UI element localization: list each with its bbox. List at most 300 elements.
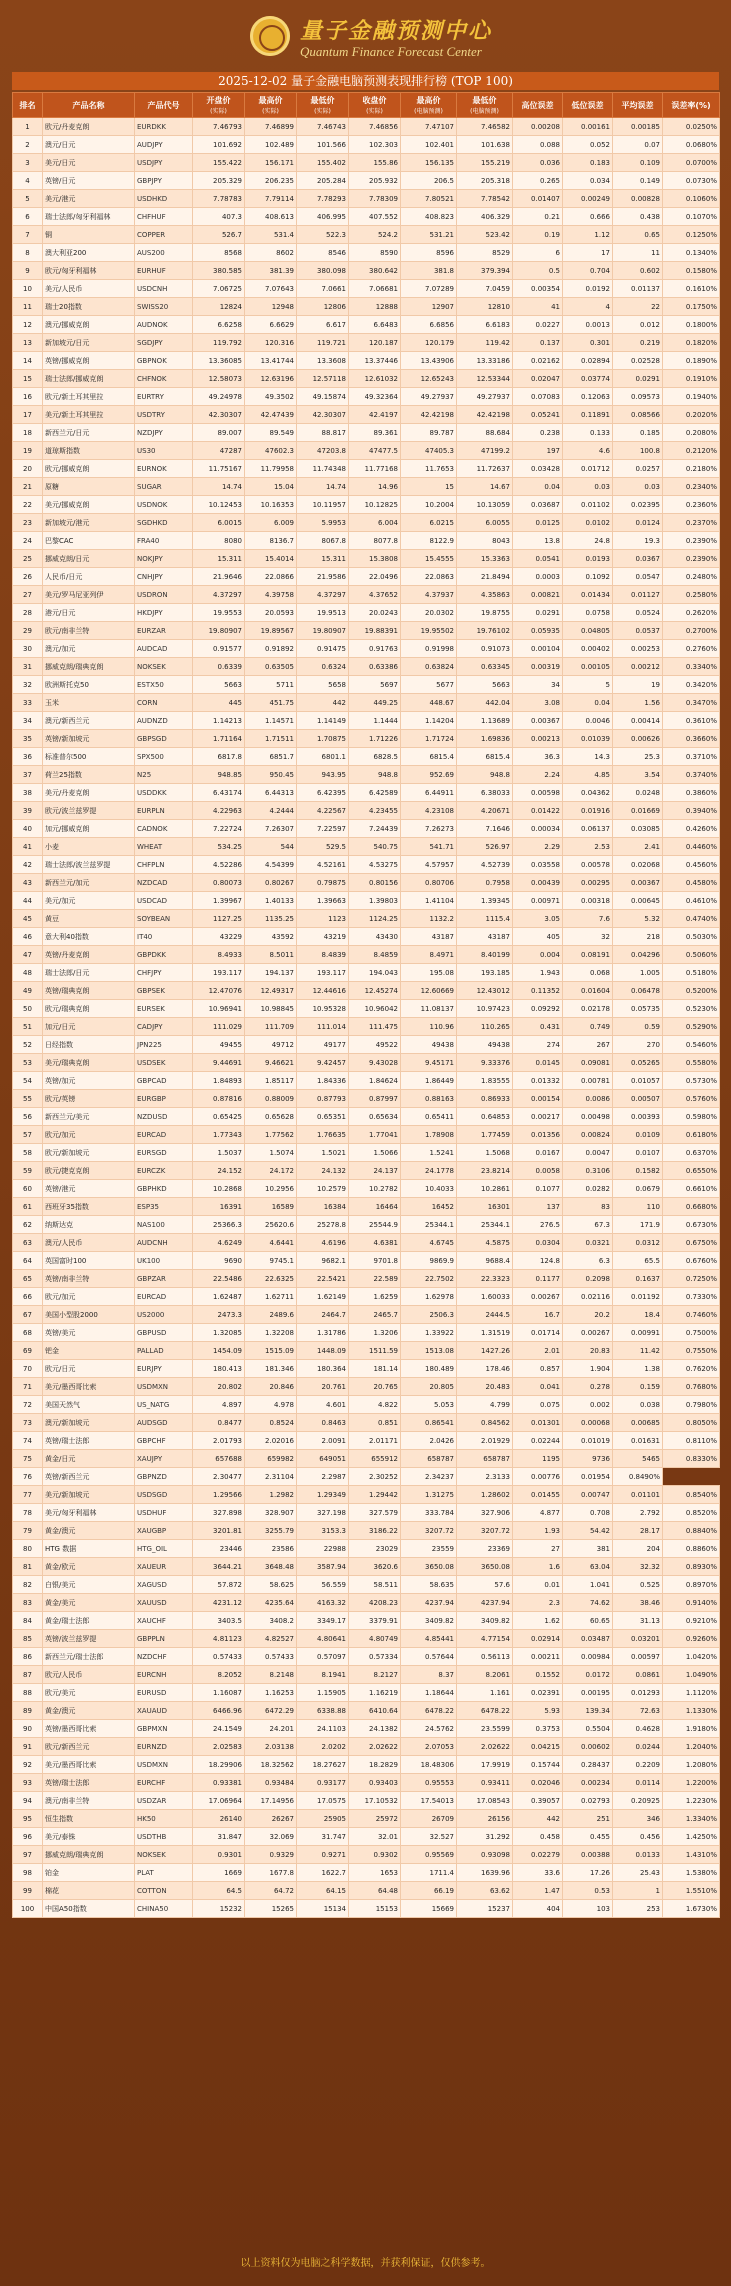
table-cell: 10.96941 bbox=[193, 1000, 245, 1018]
table-cell: 8.4971 bbox=[401, 946, 457, 964]
table-cell: 4237.94 bbox=[457, 1594, 513, 1612]
table-cell: 0.01127 bbox=[613, 586, 663, 604]
table-cell: 0.01434 bbox=[563, 586, 613, 604]
table-cell: 白银/美元 bbox=[43, 1576, 135, 1594]
table-row bbox=[13, 568, 720, 586]
table-cell: 英镑/港元 bbox=[43, 1180, 135, 1198]
table-cell: 0.1070% bbox=[663, 208, 720, 226]
table-cell: 0.05735 bbox=[613, 1000, 663, 1018]
table-cell: 黄金/澳元 bbox=[43, 1522, 135, 1540]
table-row bbox=[13, 1504, 720, 1522]
table-cell: 8602 bbox=[245, 244, 297, 262]
table-cell: 1127.25 bbox=[193, 910, 245, 928]
table-cell: 81 bbox=[13, 1558, 43, 1576]
table-cell: 97 bbox=[13, 1846, 43, 1864]
table-cell: 1454.09 bbox=[193, 1342, 245, 1360]
table-cell: 6.004 bbox=[349, 514, 401, 532]
table-cell: 澳元/新加坡元 bbox=[43, 1414, 135, 1432]
table-cell: 黄金/瑞士法郎 bbox=[43, 1612, 135, 1630]
table-cell: 64.15 bbox=[297, 1882, 349, 1900]
table-cell: 19.89567 bbox=[245, 622, 297, 640]
table-cell: 2.3 bbox=[513, 1594, 563, 1612]
table-cell: 1.3206 bbox=[349, 1324, 401, 1342]
table-cell: 欧元/日元 bbox=[43, 1360, 135, 1378]
table-cell: 0.7460% bbox=[663, 1306, 720, 1324]
table-cell: 31.292 bbox=[457, 1828, 513, 1846]
table-cell: 10.2004 bbox=[401, 496, 457, 514]
table-cell: 挪威克朗/瑞典克朗 bbox=[43, 1846, 135, 1864]
table-cell: 6.0215 bbox=[401, 514, 457, 532]
table-row bbox=[13, 712, 720, 730]
table-row bbox=[13, 334, 720, 352]
table-cell: 0.5290% bbox=[663, 1018, 720, 1036]
table-cell: CORN bbox=[135, 694, 193, 712]
table-cell: 0.3106 bbox=[563, 1162, 613, 1180]
table-cell: 0.185 bbox=[613, 424, 663, 442]
table-cell: 1.85117 bbox=[245, 1072, 297, 1090]
column-header-label: 最低价 bbox=[310, 96, 335, 105]
table-cell: 0.91475 bbox=[297, 640, 349, 658]
table-cell: 11 bbox=[13, 298, 43, 316]
table-cell: 523.42 bbox=[457, 226, 513, 244]
table-cell: 0.7550% bbox=[663, 1342, 720, 1360]
column-header bbox=[43, 93, 135, 118]
table-row bbox=[13, 910, 720, 928]
table-row bbox=[13, 1666, 720, 1684]
table-cell: 526.7 bbox=[193, 226, 245, 244]
table-cell: 0.57334 bbox=[349, 1648, 401, 1666]
table-cell: 0.666 bbox=[563, 208, 613, 226]
table-cell: 4.53275 bbox=[349, 856, 401, 874]
table-cell: 943.95 bbox=[297, 766, 349, 784]
table-cell: 92 bbox=[13, 1756, 43, 1774]
table-cell: 1.13689 bbox=[457, 712, 513, 730]
table-cell: 1511.59 bbox=[349, 1342, 401, 1360]
table-row bbox=[13, 208, 720, 226]
table-cell: 10.12453 bbox=[193, 496, 245, 514]
table-cell: 0.2209 bbox=[613, 1756, 663, 1774]
table-cell: 0.2390% bbox=[663, 532, 720, 550]
table-row bbox=[13, 964, 720, 982]
table-cell: 49712 bbox=[245, 1036, 297, 1054]
table-cell: 42.42198 bbox=[401, 406, 457, 424]
table-cell: 0.00828 bbox=[613, 190, 663, 208]
table-cell: 0.00439 bbox=[513, 874, 563, 892]
table-cell: 0.86541 bbox=[401, 1414, 457, 1432]
table-cell: 381.8 bbox=[401, 262, 457, 280]
table-cell: 1677.8 bbox=[245, 1864, 297, 1882]
table-row bbox=[13, 316, 720, 334]
table-cell: 0.11891 bbox=[563, 406, 613, 424]
table-cell: 8590 bbox=[349, 244, 401, 262]
table-cell: 6478.22 bbox=[457, 1702, 513, 1720]
table-cell: 2506.3 bbox=[401, 1306, 457, 1324]
table-cell: 0.91998 bbox=[401, 640, 457, 658]
table-cell: 11 bbox=[613, 244, 663, 262]
table-cell: 黄豆 bbox=[43, 910, 135, 928]
table-cell: 20 bbox=[13, 460, 43, 478]
table-cell: 8568 bbox=[193, 244, 245, 262]
table-cell: 119.42 bbox=[457, 334, 513, 352]
table-row bbox=[13, 1828, 720, 1846]
table-cell: 0.438 bbox=[613, 208, 663, 226]
table-cell: 8077.8 bbox=[349, 532, 401, 550]
table-cell: 2.24 bbox=[513, 766, 563, 784]
table-cell: 道琼斯指数 bbox=[43, 442, 135, 460]
table-cell: 0.0367 bbox=[613, 550, 663, 568]
table-cell: 6817.8 bbox=[193, 748, 245, 766]
table-cell: 15.3363 bbox=[457, 550, 513, 568]
table-cell: 0.4460% bbox=[663, 838, 720, 856]
column-header bbox=[401, 93, 457, 118]
table-cell: 0.04296 bbox=[613, 946, 663, 964]
table-cell: 948.85 bbox=[193, 766, 245, 784]
table-cell: 47203.8 bbox=[297, 442, 349, 460]
table-cell: 380.642 bbox=[349, 262, 401, 280]
table-cell: 62 bbox=[13, 1216, 43, 1234]
table-cell: 1.38 bbox=[613, 1360, 663, 1378]
table-cell: 32.01 bbox=[349, 1828, 401, 1846]
table-cell: 49438 bbox=[401, 1036, 457, 1054]
table-cell: 0.8463 bbox=[297, 1414, 349, 1432]
table-cell: 0.87793 bbox=[297, 1090, 349, 1108]
table-cell: 0.1637 bbox=[613, 1270, 663, 1288]
table-cell: 10.2868 bbox=[193, 1180, 245, 1198]
table-cell: 0.00393 bbox=[613, 1108, 663, 1126]
table-cell: 442 bbox=[297, 694, 349, 712]
table-cell: 2489.6 bbox=[245, 1306, 297, 1324]
table-cell: 1.29566 bbox=[193, 1486, 245, 1504]
table-cell: 0.02793 bbox=[563, 1792, 613, 1810]
table-row bbox=[13, 280, 720, 298]
table-cell: 1.5074 bbox=[245, 1144, 297, 1162]
table-cell: 0.95569 bbox=[401, 1846, 457, 1864]
table-cell: 英镑/新西兰元 bbox=[43, 1468, 135, 1486]
table-cell: 0.3860% bbox=[663, 784, 720, 802]
table-cell: 6 bbox=[13, 208, 43, 226]
table-row bbox=[13, 1378, 720, 1396]
table-cell: 15669 bbox=[401, 1900, 457, 1918]
table-cell: USDHUF bbox=[135, 1504, 193, 1522]
table-cell: 0.2098 bbox=[563, 1270, 613, 1288]
table-cell: 10 bbox=[13, 280, 43, 298]
table-cell: 0.458 bbox=[513, 1828, 563, 1846]
table-cell: 小麦 bbox=[43, 838, 135, 856]
table-cell: 0.01712 bbox=[563, 460, 613, 478]
table-cell: 0.01019 bbox=[563, 1432, 613, 1450]
table-row bbox=[13, 1360, 720, 1378]
table-cell: 1711.4 bbox=[401, 1864, 457, 1882]
table-cell: 85 bbox=[13, 1630, 43, 1648]
table-cell: 1.5068 bbox=[457, 1144, 513, 1162]
table-cell: 0.278 bbox=[563, 1378, 613, 1396]
table-cell: 9736 bbox=[563, 1450, 613, 1468]
table-cell: 5711 bbox=[245, 676, 297, 694]
table-cell: 0.8970% bbox=[663, 1576, 720, 1594]
table-cell: 0.0541 bbox=[513, 550, 563, 568]
table-cell: 21.8494 bbox=[457, 568, 513, 586]
table-cell: 155.219 bbox=[457, 154, 513, 172]
column-header-label: 误差率(%) bbox=[671, 100, 711, 110]
table-cell: 0.2020% bbox=[663, 406, 720, 424]
table-cell: 0.01101 bbox=[613, 1486, 663, 1504]
table-cell: 1132.2 bbox=[401, 910, 457, 928]
table-cell: 31 bbox=[13, 658, 43, 676]
table-cell: COTTON bbox=[135, 1882, 193, 1900]
table-cell: 24.1549 bbox=[193, 1720, 245, 1738]
table-cell: 0.857 bbox=[513, 1360, 563, 1378]
table-cell: N25 bbox=[135, 766, 193, 784]
table-cell: 0.01604 bbox=[563, 982, 613, 1000]
table-cell: 4.37297 bbox=[193, 586, 245, 604]
table-cell: 0.00354 bbox=[513, 280, 563, 298]
column-header-label: 产品名称 bbox=[72, 100, 105, 110]
table-cell: 0.00195 bbox=[563, 1684, 613, 1702]
table-cell: 1.2040% bbox=[663, 1738, 720, 1756]
table-cell: 15 bbox=[401, 478, 457, 496]
table-cell: 12.61032 bbox=[349, 370, 401, 388]
column-header-label: 最低价 bbox=[472, 96, 497, 105]
table-cell: 欧元/加元 bbox=[43, 1288, 135, 1306]
table-cell: 0.0304 bbox=[513, 1234, 563, 1252]
table-cell: 10.4033 bbox=[401, 1180, 457, 1198]
table-cell: 6466.96 bbox=[193, 1702, 245, 1720]
table-cell: 63.04 bbox=[563, 1558, 613, 1576]
column-header-sub: (电脑预测) bbox=[470, 108, 499, 115]
table-cell: 0.5180% bbox=[663, 964, 720, 982]
table-cell: 1.3340% bbox=[663, 1810, 720, 1828]
table-cell: 0.00781 bbox=[563, 1072, 613, 1090]
table-cell: 7.1646 bbox=[457, 820, 513, 838]
table-row bbox=[13, 1540, 720, 1558]
table-row bbox=[13, 1198, 720, 1216]
table-cell: USDJPY bbox=[135, 154, 193, 172]
table-cell: 7.80521 bbox=[401, 190, 457, 208]
table-cell: 0.5 bbox=[513, 262, 563, 280]
table-cell: 0.57433 bbox=[193, 1648, 245, 1666]
table-cell: 美元/泰铢 bbox=[43, 1828, 135, 1846]
table-cell: 16589 bbox=[245, 1198, 297, 1216]
table-cell: 0.4580% bbox=[663, 874, 720, 892]
table-row bbox=[13, 1648, 720, 1666]
table-cell: 4.37937 bbox=[401, 586, 457, 604]
table-cell: 0.00249 bbox=[563, 190, 613, 208]
table-cell: 31.13 bbox=[613, 1612, 663, 1630]
table-cell: 251 bbox=[563, 1810, 613, 1828]
table-cell: 3.08 bbox=[513, 694, 563, 712]
table-cell: 0.0133 bbox=[613, 1846, 663, 1864]
table-cell: USDZAR bbox=[135, 1792, 193, 1810]
table-cell: EURNZD bbox=[135, 1738, 193, 1756]
table-cell: 19.76102 bbox=[457, 622, 513, 640]
table-cell: EURNOK bbox=[135, 460, 193, 478]
table-cell: 英镑/日元 bbox=[43, 172, 135, 190]
table-cell: 0.00154 bbox=[513, 1090, 563, 1108]
table-row bbox=[13, 1342, 720, 1360]
table-cell: 1.943 bbox=[513, 964, 563, 982]
table-cell: 6 bbox=[513, 244, 563, 262]
table-cell: 加元/挪威克朗 bbox=[43, 820, 135, 838]
table-cell: 日经指数 bbox=[43, 1036, 135, 1054]
table-cell: 0.64853 bbox=[457, 1108, 513, 1126]
table-cell: 0.041 bbox=[513, 1378, 563, 1396]
table-cell: 381 bbox=[563, 1540, 613, 1558]
table-cell: 澳大利亚200 bbox=[43, 244, 135, 262]
table-cell: NOKJPY bbox=[135, 550, 193, 568]
table-cell: 2.02622 bbox=[349, 1738, 401, 1756]
table-row bbox=[13, 604, 720, 622]
table-row bbox=[13, 1288, 720, 1306]
table-cell: 11.75167 bbox=[193, 460, 245, 478]
table-cell: 1.32085 bbox=[193, 1324, 245, 1342]
table-cell: 22.0496 bbox=[349, 568, 401, 586]
table-cell: 0.1077 bbox=[513, 1180, 563, 1198]
table-cell: 20.761 bbox=[297, 1378, 349, 1396]
table-cell: 10.16353 bbox=[245, 496, 297, 514]
table-cell: 451.75 bbox=[245, 694, 297, 712]
table-cell: 47477.5 bbox=[349, 442, 401, 460]
table-cell: 1.6259 bbox=[349, 1288, 401, 1306]
table-cell: 原糖 bbox=[43, 478, 135, 496]
table-cell: 7.46793 bbox=[193, 118, 245, 136]
table-cell: 14.96 bbox=[349, 478, 401, 496]
table-cell: 31.747 bbox=[297, 1828, 349, 1846]
table-cell: 0.00821 bbox=[513, 586, 563, 604]
table-row bbox=[13, 694, 720, 712]
table-cell: 0.5980% bbox=[663, 1108, 720, 1126]
table-cell: 88 bbox=[13, 1684, 43, 1702]
table-cell: 24.201 bbox=[245, 1720, 297, 1738]
table-cell: 11.74348 bbox=[297, 460, 349, 478]
table-cell: 3207.72 bbox=[401, 1522, 457, 1540]
table-cell: 英镑/新加坡元 bbox=[43, 730, 135, 748]
table-cell: 0.7958 bbox=[457, 874, 513, 892]
table-cell: 13.8 bbox=[513, 532, 563, 550]
table-cell: 3.05 bbox=[513, 910, 563, 928]
table-cell: 4.5875 bbox=[457, 1234, 513, 1252]
table-cell: NZDCAD bbox=[135, 874, 193, 892]
table-cell: 1.84624 bbox=[349, 1072, 401, 1090]
table-cell: UK100 bbox=[135, 1252, 193, 1270]
table-cell: 10.96042 bbox=[349, 1000, 401, 1018]
table-cell: 0.00213 bbox=[513, 730, 563, 748]
table-cell: 0.5730% bbox=[663, 1072, 720, 1090]
table-cell: SWISS20 bbox=[135, 298, 193, 316]
table-row bbox=[13, 1180, 720, 1198]
table-cell: 18.32562 bbox=[245, 1756, 297, 1774]
table-cell: 1.71724 bbox=[401, 730, 457, 748]
table-cell: 15.3808 bbox=[349, 550, 401, 568]
table-cell: 0.0861 bbox=[613, 1666, 663, 1684]
table-cell: 0.03201 bbox=[613, 1630, 663, 1648]
table-cell: 0.1910% bbox=[663, 370, 720, 388]
table-cell: 49522 bbox=[349, 1036, 401, 1054]
table-cell: 1.16087 bbox=[193, 1684, 245, 1702]
table-cell: 新加坡元/日元 bbox=[43, 334, 135, 352]
table-cell: 407.3 bbox=[193, 208, 245, 226]
table-cell: 26156 bbox=[457, 1810, 513, 1828]
table-cell: 0.6324 bbox=[297, 658, 349, 676]
table-cell: 0.0700% bbox=[663, 154, 720, 172]
table-cell: 98 bbox=[13, 1864, 43, 1882]
table-cell: 205.284 bbox=[297, 172, 349, 190]
table-cell: 8043 bbox=[457, 532, 513, 550]
table-cell: 0.00185 bbox=[613, 118, 663, 136]
column-header-sub: (电脑预测) bbox=[414, 108, 443, 115]
table-cell: 0.00645 bbox=[613, 892, 663, 910]
table-row bbox=[13, 136, 720, 154]
table-cell: 22.0863 bbox=[401, 568, 457, 586]
table-cell: 20.0243 bbox=[349, 604, 401, 622]
table-cell: 649051 bbox=[297, 1450, 349, 1468]
table-cell: 0.00068 bbox=[563, 1414, 613, 1432]
table-cell: 0.53 bbox=[563, 1882, 613, 1900]
table-cell: 0.1250% bbox=[663, 226, 720, 244]
table-cell: ESTX50 bbox=[135, 676, 193, 694]
table-cell: HTG 数据 bbox=[43, 1540, 135, 1558]
table-cell: 0.02178 bbox=[563, 1000, 613, 1018]
table-cell: 8.2127 bbox=[349, 1666, 401, 1684]
table-row bbox=[13, 1810, 720, 1828]
table-cell: 4.22567 bbox=[297, 802, 349, 820]
table-cell: 9.42457 bbox=[297, 1054, 349, 1072]
table-cell: 7.06725 bbox=[193, 280, 245, 298]
table-cell: 0.7980% bbox=[663, 1396, 720, 1414]
table-cell: USDSEK bbox=[135, 1054, 193, 1072]
table-cell: 31.847 bbox=[193, 1828, 245, 1846]
table-cell: 0.00776 bbox=[513, 1468, 563, 1486]
table-cell: 24.5762 bbox=[401, 1720, 457, 1738]
table-cell: 7.0459 bbox=[457, 280, 513, 298]
table-cell: 448.67 bbox=[401, 694, 457, 712]
table-cell: 327.898 bbox=[193, 1504, 245, 1522]
table-cell: 2.01793 bbox=[193, 1432, 245, 1450]
table-cell: 8.40199 bbox=[457, 946, 513, 964]
table-cell: 0.133 bbox=[563, 424, 613, 442]
table-cell: 0.0109 bbox=[613, 1126, 663, 1144]
table-cell: 6828.5 bbox=[349, 748, 401, 766]
logo-icon bbox=[250, 16, 290, 56]
table-cell: 42.30307 bbox=[297, 406, 349, 424]
table-cell: 449.25 bbox=[349, 694, 401, 712]
table-cell: 7.46899 bbox=[245, 118, 297, 136]
table-cell: GBPCHF bbox=[135, 1432, 193, 1450]
table-cell: 43592 bbox=[245, 928, 297, 946]
table-cell: 23586 bbox=[245, 1540, 297, 1558]
table-cell: 15 bbox=[13, 370, 43, 388]
table-cell: 人民币/日元 bbox=[43, 568, 135, 586]
table-cell: 34 bbox=[513, 676, 563, 694]
table-cell: 22.5421 bbox=[297, 1270, 349, 1288]
table-cell: 23369 bbox=[457, 1540, 513, 1558]
table-cell: 0.01916 bbox=[563, 802, 613, 820]
table-cell: 20.802 bbox=[193, 1378, 245, 1396]
table-cell: 2.02583 bbox=[193, 1738, 245, 1756]
table-cell: 0.08566 bbox=[613, 406, 663, 424]
table-cell: 1.29442 bbox=[349, 1486, 401, 1504]
table-cell: 黄金/澳元 bbox=[43, 1702, 135, 1720]
table-cell: 0.04805 bbox=[563, 622, 613, 640]
table-cell: 0.01669 bbox=[613, 802, 663, 820]
table-cell: 18.48306 bbox=[401, 1756, 457, 1774]
table-cell: 57.872 bbox=[193, 1576, 245, 1594]
table-cell: 0.431 bbox=[513, 1018, 563, 1036]
table-cell: 1.62 bbox=[513, 1612, 563, 1630]
table-cell: 49.15874 bbox=[297, 388, 349, 406]
table-cell: 1.71226 bbox=[349, 730, 401, 748]
table-cell: 4 bbox=[13, 172, 43, 190]
column-header bbox=[457, 93, 513, 118]
